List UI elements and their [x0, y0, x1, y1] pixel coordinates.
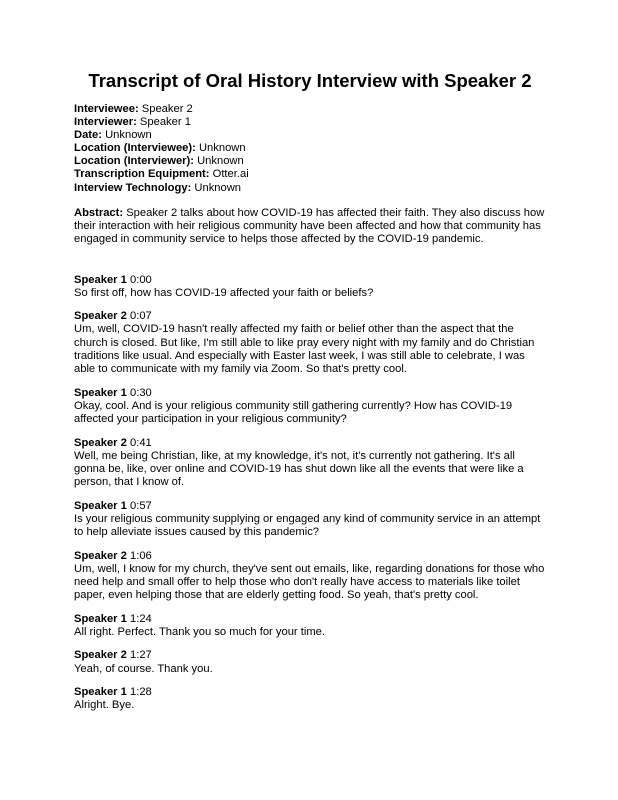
meta-label: Location (Interviewer):	[74, 155, 194, 168]
turn-text: All right. Perfect. Thank you so much for your time.	[74, 626, 325, 639]
meta-date	[74, 129, 546, 142]
timestamp: 1:28	[129, 685, 152, 698]
transcript-turn	[74, 500, 546, 540]
turn-text: So first off, how has COVID-19 affected your faith or beliefs?	[74, 286, 374, 299]
meta-interviewee	[74, 103, 546, 116]
meta-value: Unknown	[197, 155, 244, 168]
timestamp: 0:07	[129, 310, 152, 323]
timestamp: 1:27	[129, 649, 152, 662]
turn-text: Okay, cool. And is your religious community still gathering currently? How has COVID-19 affected your participation in your religious community?	[74, 399, 513, 426]
interview-metadata	[74, 103, 546, 195]
speaker-name: Speaker 1	[74, 685, 127, 698]
meta-value: Unknown	[194, 181, 242, 194]
timestamp: 1:24	[129, 612, 152, 625]
transcript-body	[74, 274, 546, 713]
transcript-turn	[74, 437, 546, 490]
abstract-label: Abstract:	[74, 206, 124, 219]
meta-interviewer	[74, 116, 546, 129]
speaker-name: Speaker 2	[74, 310, 127, 323]
timestamp: 0:30	[129, 386, 152, 399]
meta-label: Date:	[74, 129, 102, 142]
turn-header	[74, 649, 546, 662]
meta-value: Speaker 2	[141, 103, 193, 115]
page-title: Transcript of Oral History Interview with Speaker 2	[88, 70, 532, 91]
timestamp: 0:41	[129, 436, 152, 449]
turn-header	[74, 437, 546, 450]
speaker-name: Speaker 1	[74, 386, 127, 399]
speaker-name: Speaker 1	[74, 499, 127, 512]
speaker-name: Speaker 2	[74, 549, 127, 562]
turn-header	[74, 310, 546, 323]
turn-header	[74, 550, 546, 563]
meta-transcription-equipment	[74, 168, 546, 181]
timestamp: 1:06	[129, 549, 152, 562]
meta-label: Transcription Equipment:	[74, 168, 210, 181]
meta-location-interviewee	[74, 142, 546, 155]
meta-value: Unknown	[198, 142, 246, 155]
turn-header	[74, 613, 546, 626]
turn-text: Is your religious community supplying or engaged any kind of community service in an attempt to help alleviate issues caused by this pandemic?	[74, 513, 541, 539]
turn-header	[74, 500, 546, 513]
meta-label: Interview Technology:	[74, 181, 192, 194]
transcript-turn	[74, 387, 546, 427]
turn-header	[74, 274, 546, 287]
meta-label: Interviewer:	[74, 116, 137, 129]
abstract	[74, 207, 546, 247]
turn-text: Um, well, I know for my church, they've sent out emails, like, regarding donations for those who need help and small offer to help those who don't really have access to materials like toilet paper, even helping those that are elderly getting food. So yeah, that's pretty cool.	[74, 562, 545, 602]
turn-header	[74, 387, 546, 400]
transcript-turn	[74, 613, 546, 640]
turn-text: Yeah, of course. Thank you.	[74, 662, 213, 675]
speaker-name: Speaker 1	[74, 612, 127, 625]
transcript-turn	[74, 274, 546, 301]
meta-location-interviewer	[74, 155, 546, 168]
turn-text: Um, well, COVID-19 hasn't really affected my faith or belief other than the aspect that the church is closed. But like, I'm still able to like pray every night with my family and do Christian traditions like usual. And especially with Easter last week, I was still able to celebrate, I was able to communicate with my family via Zoom. So that's pretty cool.	[74, 323, 535, 376]
transcript-turn	[74, 686, 546, 713]
timestamp: 0:00	[129, 273, 152, 286]
turn-header	[74, 686, 546, 699]
transcript-turn	[74, 550, 546, 603]
speaker-name: Speaker 2	[74, 649, 127, 662]
timestamp: 0:57	[129, 499, 152, 512]
meta-value: Speaker 1	[139, 116, 191, 129]
speaker-name: Speaker 2	[74, 436, 127, 449]
turn-text: Alright. Bye.	[74, 699, 135, 712]
transcript-turn	[74, 310, 546, 376]
turn-text: Well, me being Christian, like, at my knowledge, it's not, it's currently not gathering. It's all gonna be, like, over online and COVID-19 has shut down like all the events that were like a person, that I know of.	[74, 449, 524, 489]
meta-interview-technology	[74, 182, 546, 195]
transcript-page	[74, 68, 546, 723]
meta-label: Location (Interviewee):	[74, 142, 196, 155]
transcript-turn	[74, 649, 546, 676]
abstract-text: Speaker 2 talks about how COVID-19 has affected their faith. They also discuss how their interaction with heir religious community have been affected and how that community has engaged in community service to helps those affected by the COVID-19 pandemic.	[74, 206, 545, 246]
meta-value: Unknown	[105, 129, 152, 142]
meta-label: Interviewee:	[74, 103, 139, 115]
meta-value: Otter.ai	[212, 168, 249, 181]
speaker-name: Speaker 1	[74, 273, 127, 286]
